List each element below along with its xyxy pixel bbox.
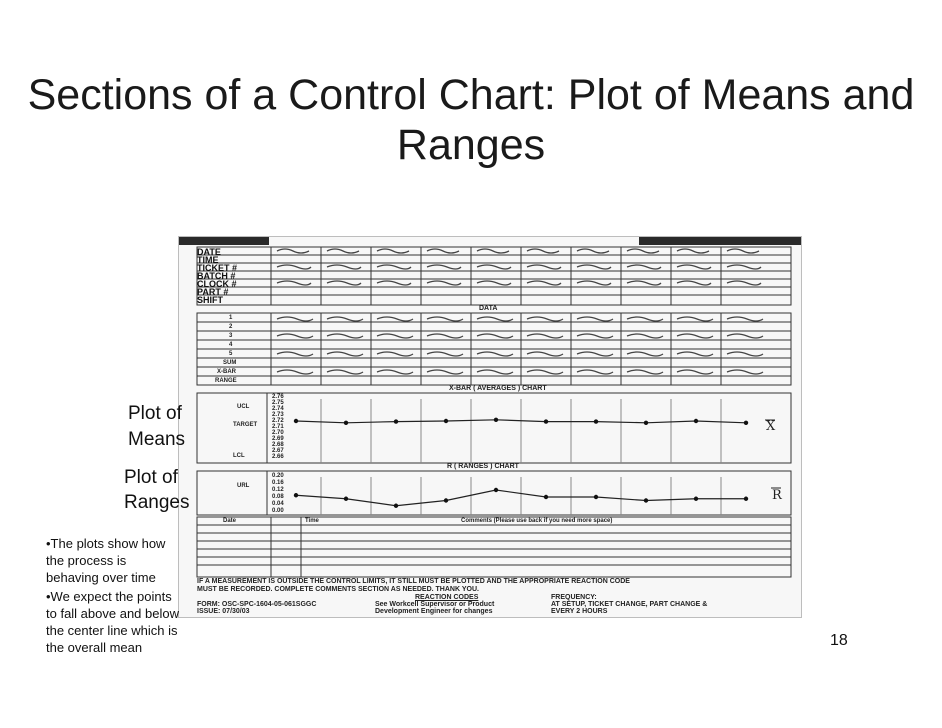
xbar-scale-tick: 2.66 xyxy=(272,454,284,460)
range-point xyxy=(394,504,398,508)
notice-line-1: IF A MEASUREMENT IS OUTSIDE THE CONTROL LIMITS, IT STILL MUST BE PLOTTED AND THE APPROPRIATE REACTION CODE xyxy=(197,578,630,585)
form-id: FORM: OSC-SPC-1604-05-061SGGC xyxy=(197,601,317,608)
header-label-time: TIME xyxy=(197,255,219,265)
r-chart-heading: R ( RANGES ) CHART xyxy=(447,463,519,470)
xbar-ucl-label: UCL xyxy=(237,404,250,410)
header-label-clock: CLOCK # xyxy=(197,279,237,289)
callout-ranges-line-1: Plot of xyxy=(124,467,178,488)
header-label-shift: SHIFT xyxy=(197,295,223,305)
xbar-point xyxy=(744,421,748,425)
xbar-scale-tick: 2.74 xyxy=(272,406,284,412)
data-row-label-1: 1 xyxy=(229,315,233,321)
control-chart-form-scan xyxy=(178,236,802,618)
bullet-notes xyxy=(46,535,181,658)
r-scale-tick: 0.04 xyxy=(272,501,284,507)
xbar-chart-heading: X-BAR ( AVERAGES ) CHART xyxy=(449,385,547,392)
xbar-scale-tick: 2.68 xyxy=(272,442,284,448)
range-point xyxy=(344,497,348,501)
callout-ranges-line-2: Ranges xyxy=(124,492,190,513)
xbar-point xyxy=(344,421,348,425)
xbar-scale-tick: 2.67 xyxy=(272,448,284,454)
header-label-batch: BATCH # xyxy=(197,271,236,281)
comment-header-comments: Comments (Please use back if you need more space) xyxy=(461,518,613,524)
page-number: 18 xyxy=(830,632,848,649)
r-url-label: URL xyxy=(237,483,250,489)
reaction-codes-heading: REACTION CODES xyxy=(415,594,479,601)
bullet-process-over-time: •The plots show how the process is behaving over time xyxy=(46,536,166,585)
xbar-symbol: X xyxy=(766,419,776,434)
xbar-target-label: TARGET xyxy=(233,422,258,428)
header-label-date: DATE xyxy=(197,247,221,257)
comment-header-time: Time xyxy=(305,518,319,524)
xbar-point xyxy=(544,419,548,423)
callout-means-line-2: Means xyxy=(128,429,186,450)
r-scale-tick: 0.12 xyxy=(272,487,284,493)
comment-header-date: Date xyxy=(223,518,237,524)
xbar-point xyxy=(644,421,648,425)
data-row-label-range: RANGE xyxy=(215,378,237,384)
r-scale-tick: 0.00 xyxy=(272,508,284,514)
data-row-label-5: 5 xyxy=(229,351,233,357)
range-point xyxy=(544,495,548,499)
frequency-line-2: EVERY 2 HOURS xyxy=(551,608,608,615)
xbar-point xyxy=(494,418,498,422)
xbar-scale-tick: 2.71 xyxy=(272,424,284,430)
bullet-points-around-mean: •We expect the points to fall above and below the center line which is the overall mean xyxy=(46,589,179,655)
data-row-label-2: 2 xyxy=(229,324,233,330)
range-point xyxy=(494,488,498,492)
header-label-part: PART # xyxy=(197,287,229,297)
r-scale-tick: 0.16 xyxy=(272,480,284,486)
r-bar-symbol: R xyxy=(772,488,782,503)
xbar-scale-tick: 2.73 xyxy=(272,412,284,418)
range-point xyxy=(694,497,698,501)
xbar-point xyxy=(594,419,598,423)
r-scale-tick: 0.08 xyxy=(272,494,284,500)
xbar-scale-tick: 2.76 xyxy=(272,394,284,400)
frequency-line-1: AT SETUP, TICKET CHANGE, PART CHANGE & xyxy=(551,601,708,608)
data-row-label-sum: SUM xyxy=(223,360,237,366)
range-point xyxy=(644,498,648,502)
data-heading: DATA xyxy=(479,305,498,312)
xbar-point xyxy=(294,419,298,423)
reaction-line-1: See Workcell Supervisor or Product xyxy=(375,601,495,608)
xbar-point xyxy=(444,419,448,423)
header-label-ticket: TICKET # xyxy=(197,263,238,273)
data-row-label-3: 3 xyxy=(229,333,233,339)
r-scale-tick: 0.20 xyxy=(272,473,284,479)
notice-line-2: MUST BE RECORDED. COMPLETE COMMENTS SECTION AS NEEDED. THANK YOU. xyxy=(197,586,479,593)
slide-title: Sections of a Control Chart: Plot of Means and Ranges xyxy=(27,71,915,169)
xbar-scale-tick: 2.69 xyxy=(272,436,284,442)
xbar-lcl-label: LCL xyxy=(233,453,245,459)
xbar-scale-tick: 2.72 xyxy=(272,418,284,424)
xbar-point xyxy=(694,419,698,423)
reaction-line-2: Development Engineer for changes xyxy=(375,608,493,615)
xbar-point xyxy=(394,419,398,423)
range-point xyxy=(444,498,448,502)
xbar-scale-tick: 2.75 xyxy=(272,400,284,406)
range-point xyxy=(294,493,298,497)
xbar-scale-tick: 2.70 xyxy=(272,430,284,436)
callout-means-line-1: Plot of xyxy=(128,403,182,424)
frequency-heading: FREQUENCY: xyxy=(551,594,597,601)
data-row-label-4: 4 xyxy=(229,342,233,348)
range-point xyxy=(744,497,748,501)
range-point xyxy=(594,495,598,499)
form-issue: ISSUE: 07/30/03 xyxy=(197,608,250,615)
data-row-label-xbar: X-BAR xyxy=(217,369,236,375)
